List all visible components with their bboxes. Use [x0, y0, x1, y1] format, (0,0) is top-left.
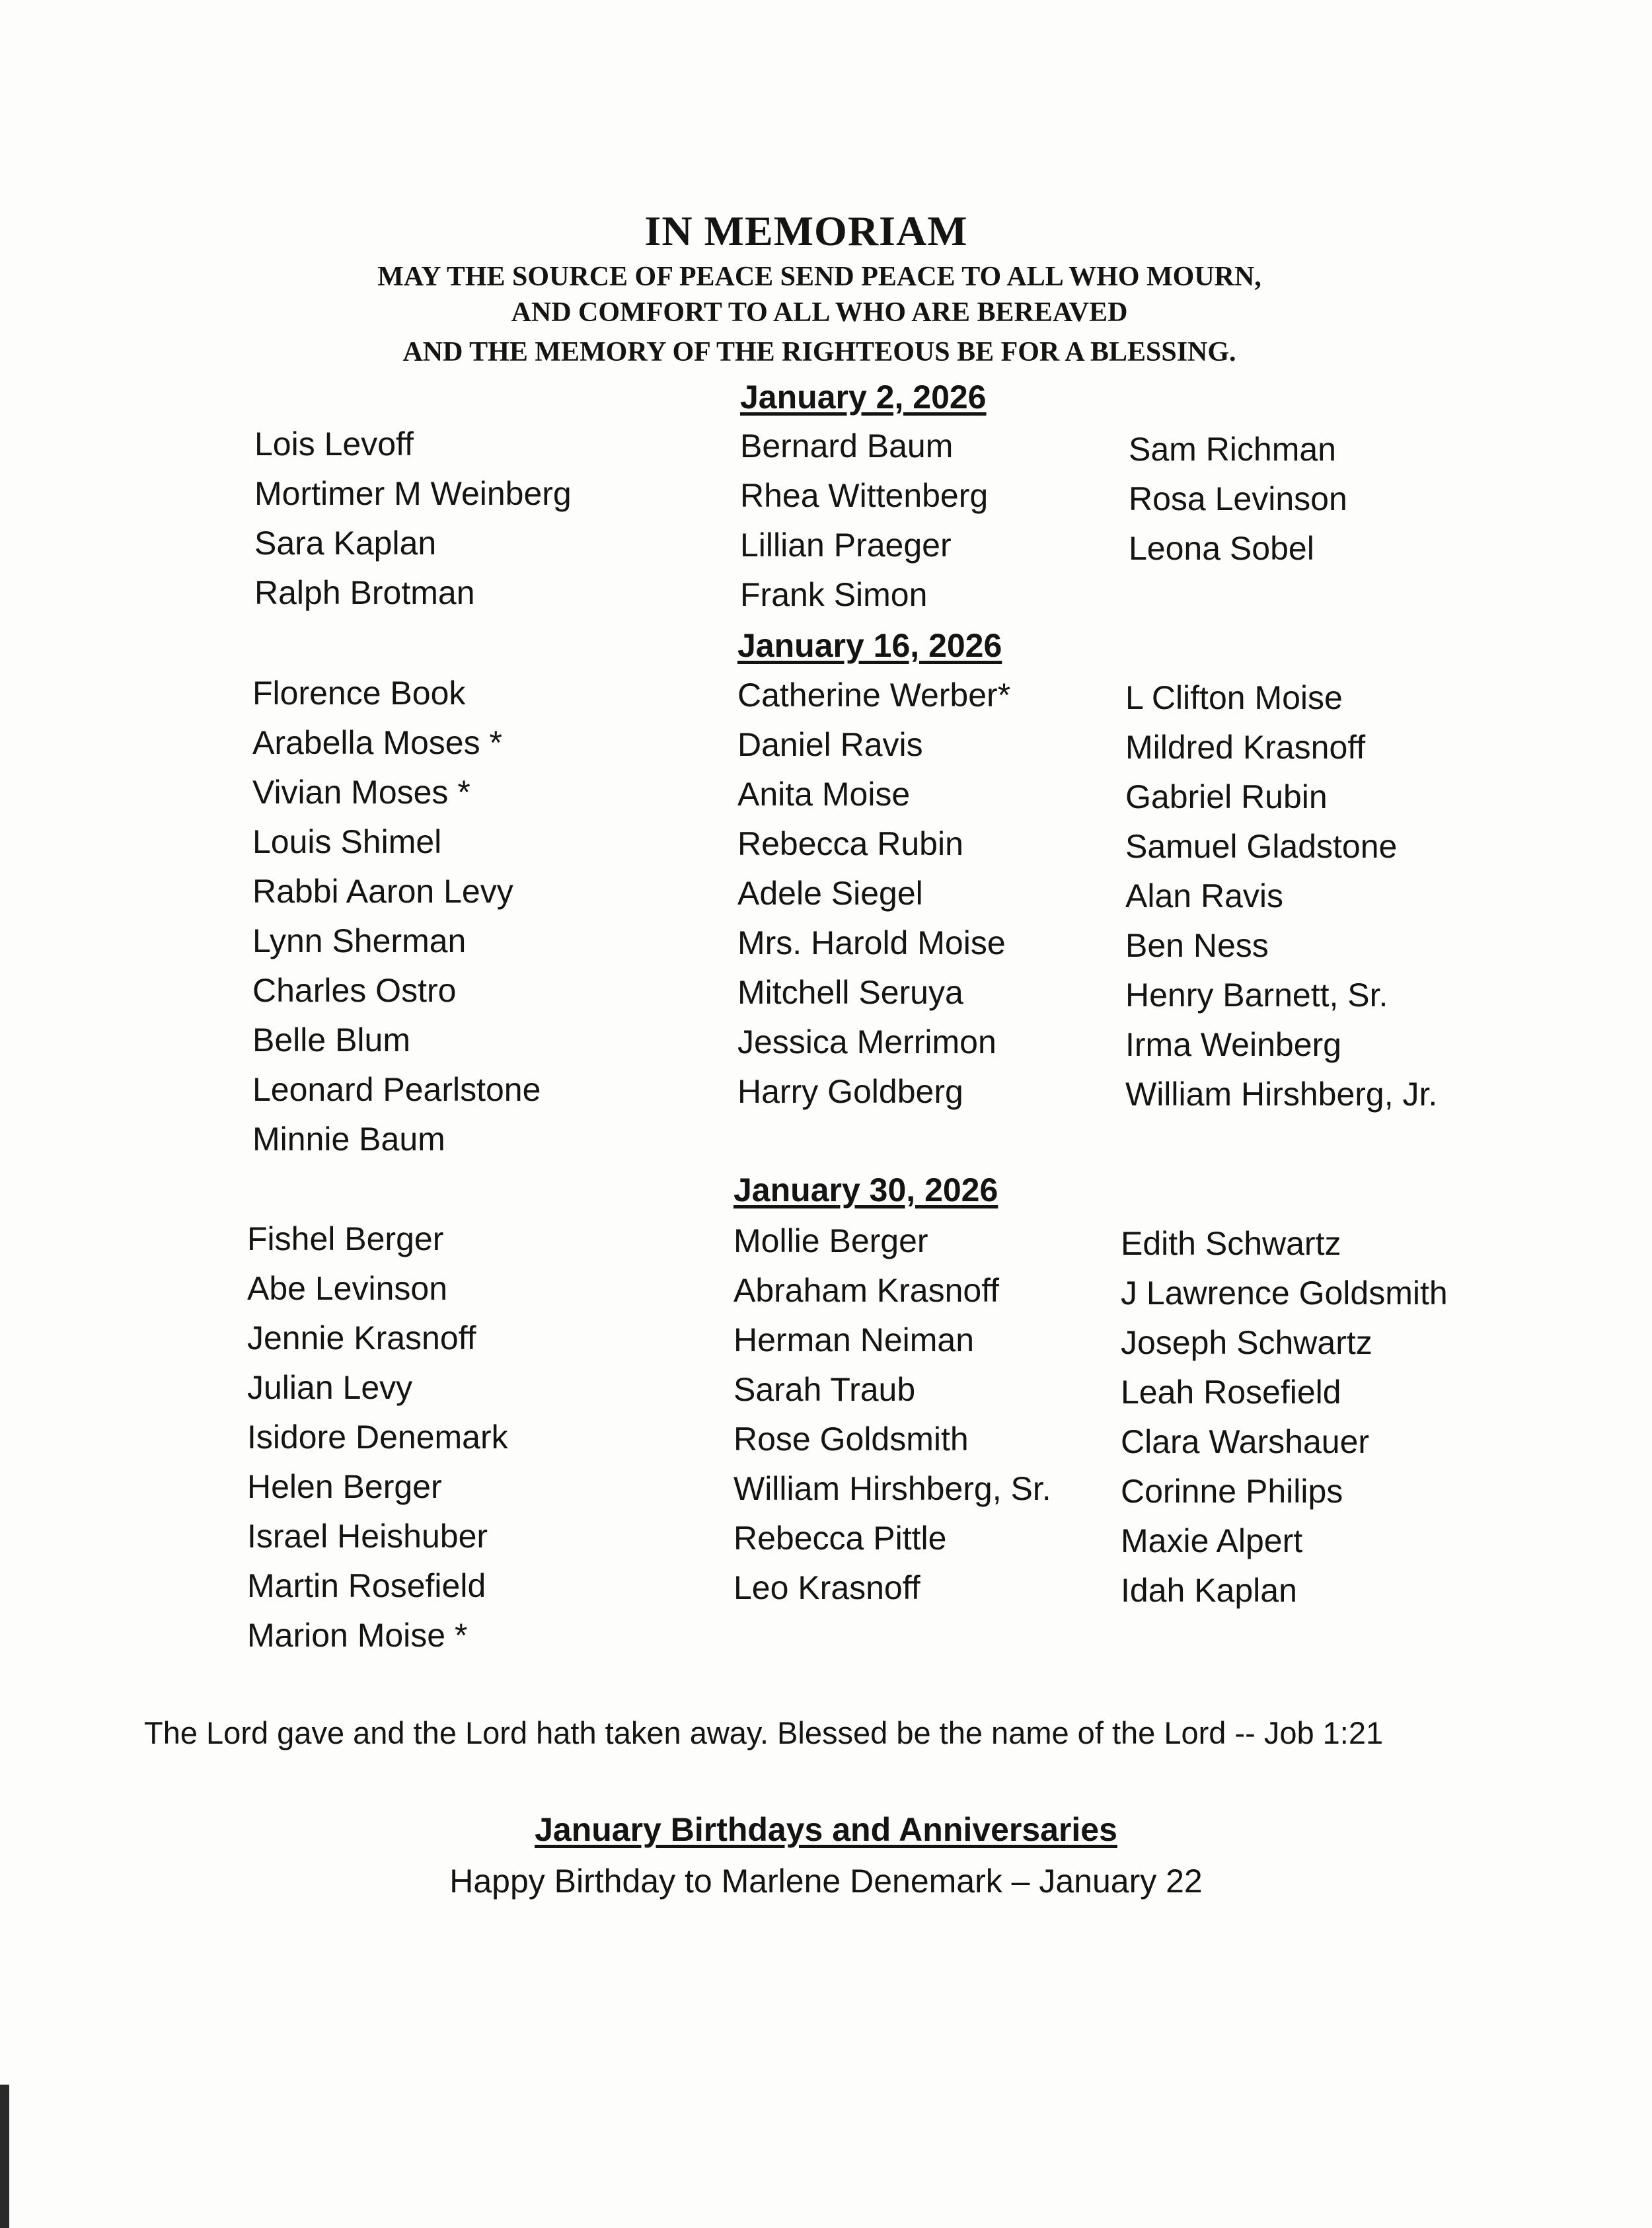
list-item: Mildred Krasnoff: [1125, 729, 1366, 766]
name-column-2: [740, 422, 988, 620]
list-item: Jessica Merrimon: [737, 1023, 996, 1060]
name-column-3: [1121, 1219, 1448, 1615]
list-item: Charles Ostro: [252, 972, 457, 1009]
list-item: Ben Ness: [1125, 927, 1269, 964]
name-column-3: [1125, 673, 1437, 1119]
list-item: Adele Siegel: [737, 875, 923, 912]
list-item: Maxie Alpert: [1121, 1522, 1303, 1559]
name-column-2: [733, 1216, 1051, 1613]
list-item: Leona Sobel: [1129, 530, 1314, 567]
list-item: Harry Goldberg: [737, 1073, 963, 1110]
name-column-3: [1129, 425, 1347, 574]
list-item: Daniel Ravis: [737, 726, 923, 763]
birthdays-heading: January Birthdays and Anniversaries: [535, 1811, 1117, 1848]
list-item: Julian Levy: [247, 1369, 413, 1406]
list-item: Gabriel Rubin: [1125, 778, 1328, 815]
list-item: Mollie Berger: [733, 1222, 928, 1259]
list-item: Helen Berger: [247, 1468, 442, 1505]
list-item: Belle Blum: [252, 1021, 410, 1058]
section-date-jan-2: January 2, 2026: [740, 379, 987, 416]
list-item: Anita Moise: [737, 776, 911, 813]
list-item: Leah Rosefield: [1121, 1374, 1341, 1411]
list-item: William Hirshberg, Sr.: [733, 1470, 1051, 1507]
prayer-line-2: AND COMFORT TO ALL WHO ARE BEREAVED: [511, 297, 1128, 328]
list-item: Frank Simon: [740, 576, 928, 613]
list-item: Sarah Traub: [733, 1371, 916, 1408]
name-column-2: [737, 671, 1010, 1117]
list-item: Lillian Praeger: [740, 527, 952, 564]
list-item: Lynn Sherman: [252, 922, 467, 959]
list-item: Rosa Levinson: [1129, 480, 1347, 517]
list-item: Rebecca Rubin: [737, 825, 963, 862]
list-item: Mitchell Seruya: [737, 974, 963, 1011]
list-item: Sara Kaplan: [254, 525, 437, 562]
list-item: Samuel Gladstone: [1125, 828, 1398, 865]
prayer-line-3: AND THE MEMORY OF THE RIGHTEOUS BE FOR A BLESSING.: [402, 337, 1236, 367]
list-item: Lois Levoff: [254, 426, 414, 463]
list-item: Catherine Werber*: [737, 677, 1011, 714]
list-item: Bernard Baum: [740, 427, 954, 464]
section-date-jan-30: January 30, 2026: [733, 1171, 998, 1208]
list-item: Rose Goldsmith: [733, 1421, 969, 1458]
name-column-1: [247, 1214, 508, 1660]
list-item: Israel Heishuber: [247, 1518, 488, 1555]
list-item: Rabbi Aaron Levy: [252, 873, 513, 910]
list-item: Ralph Brotman: [254, 574, 475, 611]
list-item: Edith Schwartz: [1121, 1225, 1341, 1262]
list-item: Minnie Baum: [252, 1121, 445, 1158]
list-item: Mrs. Harold Moise: [737, 924, 1006, 961]
list-item: Arabella Moses *: [252, 724, 502, 761]
list-item: Irma Weinberg: [1125, 1026, 1341, 1063]
list-item: Rhea Wittenberg: [740, 477, 989, 514]
list-item: Fishel Berger: [247, 1220, 444, 1257]
list-item: Joseph Schwartz: [1121, 1324, 1372, 1361]
page-title: IN MEMORIAM: [644, 207, 968, 254]
list-item: Idah Kaplan: [1121, 1572, 1297, 1609]
list-item: William Hirshberg, Jr.: [1125, 1076, 1438, 1113]
list-item: Herman Neiman: [733, 1321, 975, 1358]
list-item: Vivian Moses *: [252, 774, 470, 811]
list-item: L Clifton Moise: [1125, 679, 1343, 716]
list-item: Louis Shimel: [252, 823, 442, 860]
list-item: J Lawrence Goldsmith: [1121, 1275, 1448, 1312]
list-item: Sam Richman: [1129, 431, 1336, 468]
list-item: Mortimer M Weinberg: [254, 475, 572, 512]
scan-edge-mark: [0, 2085, 9, 2228]
list-item: Abraham Krasnoff: [733, 1272, 1000, 1309]
list-item: Leonard Pearlstone: [252, 1071, 541, 1108]
list-item: Florence Book: [252, 675, 466, 712]
list-item: Clara Warshauer: [1121, 1423, 1370, 1460]
name-column-1: [252, 669, 541, 1164]
list-item: Abe Levinson: [247, 1270, 448, 1307]
section-date-jan-16: January 16, 2026: [737, 627, 1002, 664]
list-item: Isidore Denemark: [247, 1419, 508, 1456]
prayer-line-1: MAY THE SOURCE OF PEACE SEND PEACE TO ALL WHO MOURN,: [377, 262, 1261, 292]
list-item: Henry Barnett, Sr.: [1125, 977, 1388, 1014]
name-column-1: [254, 420, 572, 618]
list-item: Martin Rosefield: [247, 1567, 486, 1604]
list-item: Corinne Philips: [1121, 1473, 1343, 1510]
list-item: Rebecca Pittle: [733, 1520, 947, 1557]
scripture-quote: The Lord gave and the Lord hath taken away. Blessed be the name of the Lord -- Job 1:21: [144, 1715, 1384, 1750]
list-item: Leo Krasnoff: [733, 1569, 920, 1606]
list-item: Alan Ravis: [1125, 877, 1283, 914]
list-item: Jennie Krasnoff: [247, 1319, 476, 1356]
birthday-line: Happy Birthday to Marlene Denemark – January 22: [449, 1863, 1203, 1900]
list-item: Marion Moise *: [247, 1617, 468, 1654]
